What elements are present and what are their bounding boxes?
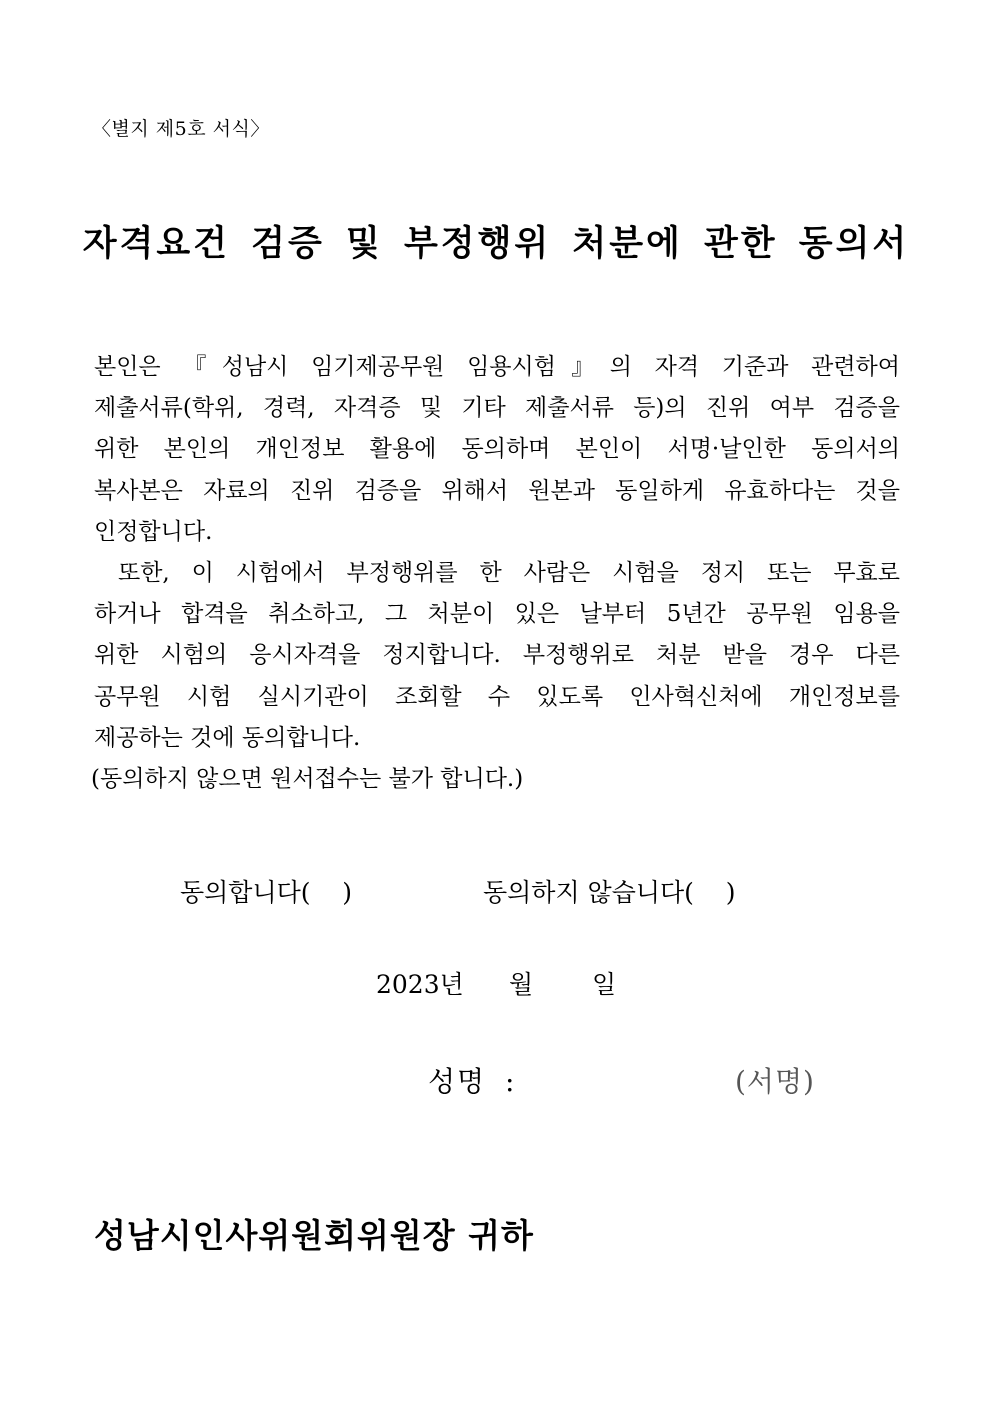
agree-checkbox[interactable]: 동의합니다( ) xyxy=(180,878,353,907)
body-line: 또한, 이 시험에서 부정행위를 한 사람은 시험을 정지 또는 무효로 xyxy=(118,559,900,586)
body-line: 본인은 『성남시 임기제공무원 임용시험』의 자격 기준과 관련하여 xyxy=(94,354,900,380)
date-day: 일 xyxy=(592,970,617,999)
date-row xyxy=(0,965,992,1005)
signature-row xyxy=(0,1060,992,1104)
body-line: 공무원 시험 실시기관이 조회할 수 있도록 인사혁신처에 개인정보를 xyxy=(94,683,900,710)
name-colon: : xyxy=(505,1065,515,1098)
date-month: 월 xyxy=(509,970,534,999)
body-line: 제출서류(학위, 경력, 자격증 및 기타 제출서류 등)의 진위 여부 검증을 xyxy=(94,395,900,422)
body-line: 위한 시험의 응시자격을 정지합니다. 부정행위로 처분 받을 경우 다른 xyxy=(94,642,900,669)
body-line: 위한 본인의 개인정보 활용에 동의하며 본인이 서명·날인한 동의서의 xyxy=(94,436,900,463)
disagree-checkbox[interactable]: 동의하지 않습니다( ) xyxy=(483,878,736,907)
consent-body xyxy=(91,347,900,800)
body-note: (동의하지 않으면 원서접수는 불가 합니다.) xyxy=(91,765,524,792)
signature-mark: (서명) xyxy=(735,1065,815,1098)
body-line: 인정합니다. xyxy=(94,518,213,545)
addressee: 성남시인사위원회위원장 귀하 xyxy=(94,1216,534,1255)
body-line: 복사본은 자료의 진위 검증을 위해서 원본과 동일하게 유효하다는 것을 xyxy=(94,477,900,504)
consent-choice-row xyxy=(0,873,992,913)
body-line: 하거나 합격을 취소하고, 그 처분이 있은 날부터 5년간 공무원 임용을 xyxy=(94,601,900,628)
name-label: 성명 xyxy=(428,1065,487,1098)
form-number-label: 〈별지 제5호 서식〉 xyxy=(92,118,270,140)
document-title: 자격요건 검증 및 부정행위 처분에 관한 동의서 xyxy=(82,223,910,264)
date-year: 2023년 xyxy=(376,970,464,999)
body-line: 제공하는 것에 동의합니다. xyxy=(94,724,361,751)
